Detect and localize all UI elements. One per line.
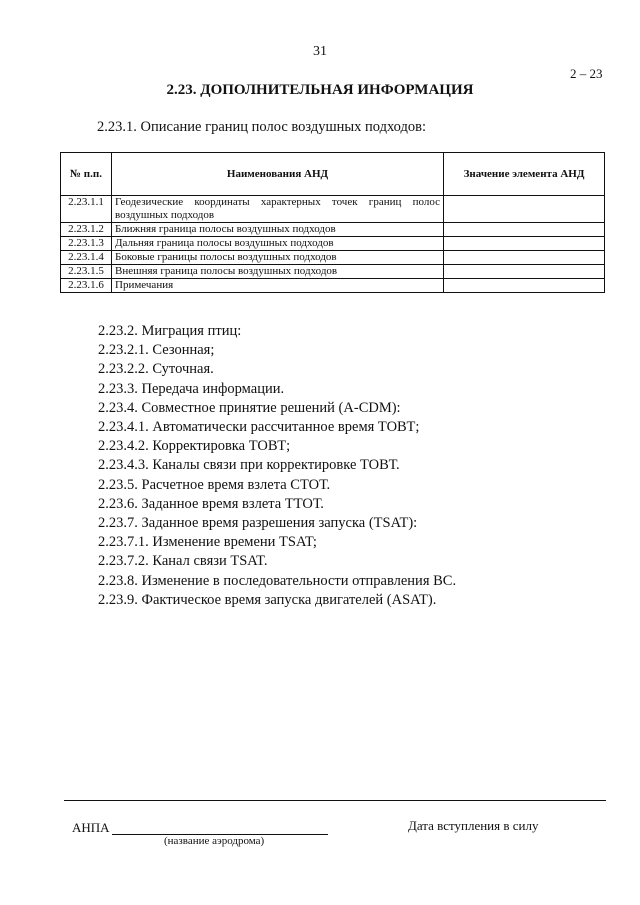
subsection-heading: 2.23.1. Описание границ полос воздушных подходов: [97, 119, 427, 135]
header-value [444, 153, 605, 196]
page-number: 31 [313, 44, 327, 59]
row-value [444, 223, 605, 237]
list-item: 2.23.2. Миграция птиц: [98, 323, 242, 339]
row-value [444, 265, 605, 279]
list-item: 2.23.9. Фактическое время запуска двигателей (ASAT). [98, 591, 437, 608]
list-item: 2.23.4.1. Автоматически рассчитанное время ТОВТ; [98, 419, 420, 436]
row-name: Примечания [112, 279, 444, 293]
list-item: 2.23.6. Заданное время взлета ТТОТ. [98, 495, 324, 512]
list-item: 2.23.7.2. Канал связи TSAT. [98, 553, 268, 570]
table-row [61, 251, 605, 265]
list-item: 2.23.2.2. Суточная. [98, 361, 214, 378]
row-name: Ближняя граница полосы воздушных подходов [112, 223, 444, 237]
row-name: Геодезические координаты характерных точек границ полос воздушных подходов [112, 196, 444, 223]
section-title: 2.23. ДОПОЛНИТЕЛЬНАЯ ИНФОРМАЦИЯ [166, 82, 474, 98]
list-item: 2.23.8. Изменение в последовательности отправления ВС. [98, 572, 457, 589]
row-value [444, 237, 605, 251]
list-item: 2.23.3. Передача информации. [98, 380, 285, 397]
list-item: 2.23.7.1. Изменение времени TSAT; [98, 534, 317, 551]
header-number [61, 153, 112, 196]
and-table [60, 152, 605, 293]
list-item: 2.23.2.1. Сезонная; [98, 342, 215, 359]
row-number: 2.23.1.4 [61, 251, 112, 265]
header-number-label: № п.п. [70, 167, 102, 180]
row-number: 2.23.1.3 [61, 237, 112, 251]
row-number: 2.23.1.5 [61, 265, 112, 279]
table-row [61, 196, 605, 223]
header-name-label: Наименования АНД [226, 167, 329, 180]
list-item: 2.23.5. Расчетное время взлета СТОТ. [98, 476, 331, 493]
row-name: Боковые границы полосы воздушных подходов [112, 251, 444, 265]
header-value-label: Значение элемента АНД [463, 167, 585, 180]
table-row [61, 223, 605, 237]
row-number: 2.23.1.1 [61, 196, 112, 223]
table-row [61, 279, 605, 293]
page-code: 2 – 23 [570, 66, 603, 81]
row-name: Внешняя граница полосы воздушных подходов [112, 265, 444, 279]
footer-divider [64, 800, 606, 801]
list-item: 2.23.4. Совместное принятие решений (A-CDM): [98, 399, 401, 416]
header-name [112, 153, 444, 196]
list-item: 2.23.4.2. Корректировка ТОВТ; [98, 438, 291, 455]
table-header-row [61, 153, 605, 196]
list-item: 2.23.4.3. Каналы связи при корректировке ТОВТ. [98, 457, 400, 474]
table-row [61, 237, 605, 251]
row-number: 2.23.1.2 [61, 223, 112, 237]
section-list [98, 322, 456, 610]
row-value [444, 251, 605, 265]
table-row [61, 265, 605, 279]
aerodrome-caption: (название аэродрома) [164, 835, 265, 847]
row-number: 2.23.1.6 [61, 279, 112, 293]
row-value [444, 279, 605, 293]
effective-date-label: Дата вступления в силу [408, 818, 539, 833]
row-value [444, 196, 605, 223]
row-name: Дальняя граница полосы воздушных подходов [112, 237, 444, 251]
list-item: 2.23.7. Заданное время разрешения запуска (TSAT): [98, 515, 418, 532]
footer-anpa: АНПА [72, 820, 110, 835]
